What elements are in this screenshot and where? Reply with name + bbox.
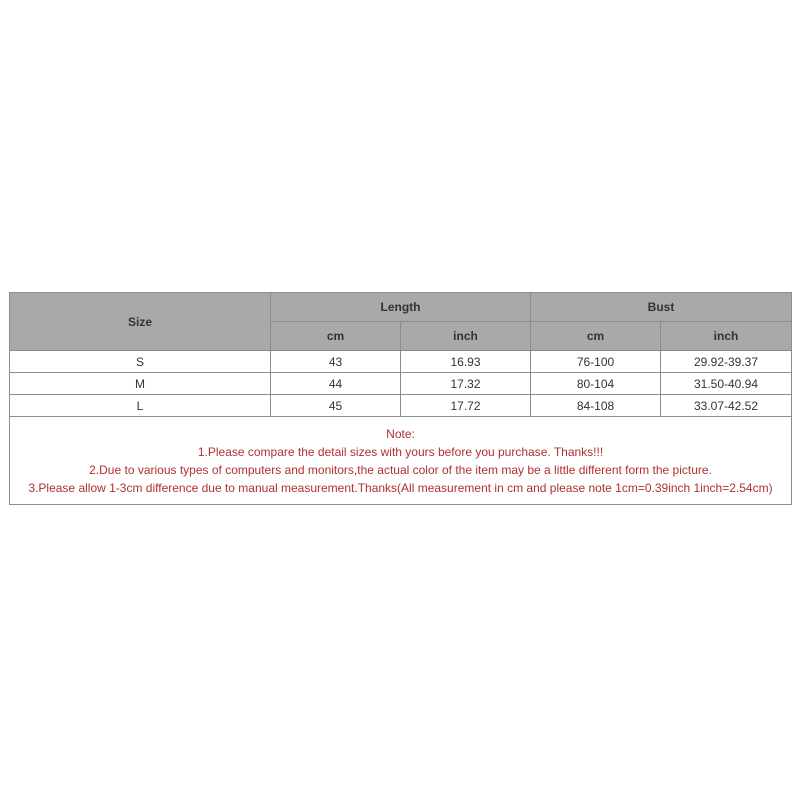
header-bust: Bust — [531, 293, 792, 322]
cell-size: M — [10, 373, 271, 395]
note-line-2: 2.Due to various types of computers and monitors,the actual color of the item may be a little different form the picture. — [89, 462, 712, 477]
header-length: Length — [271, 293, 531, 322]
cell-bust-cm: 80-104 — [531, 373, 661, 395]
header-size: Size — [10, 293, 271, 351]
cell-length-cm: 44 — [271, 373, 401, 395]
table-row — [10, 373, 792, 395]
cell-bust-inch: 29.92-39.37 — [661, 351, 792, 373]
notes-cell — [10, 417, 792, 505]
cell-size: S — [10, 351, 271, 373]
cell-bust-inch: 33.07-42.52 — [661, 395, 792, 417]
cell-size: L — [10, 395, 271, 417]
notes-row — [10, 417, 792, 505]
note-line-3: 3.Please allow 1-3cm difference due to manual measurement.Thanks(All measurement in cm and please note 1cm=0.39inch 1inch=2.54cm) — [28, 480, 773, 495]
cell-length-cm: 43 — [271, 351, 401, 373]
cell-length-cm: 45 — [271, 395, 401, 417]
cell-bust-cm: 84-108 — [531, 395, 661, 417]
header-length-inch: inch — [401, 322, 531, 351]
table-row — [10, 351, 792, 373]
cell-length-inch: 17.72 — [401, 395, 531, 417]
cell-bust-cm: 76-100 — [531, 351, 661, 373]
size-chart-header — [10, 293, 792, 351]
header-bust-inch: inch — [661, 322, 792, 351]
cell-length-inch: 17.32 — [401, 373, 531, 395]
notes-title: Note: — [386, 426, 415, 441]
table-row — [10, 395, 792, 417]
size-chart-table — [9, 292, 792, 505]
size-chart-body — [10, 351, 792, 505]
cell-length-inch: 16.93 — [401, 351, 531, 373]
note-line-1: 1.Please compare the detail sizes with yours before you purchase. Thanks!!! — [197, 444, 604, 459]
header-bust-cm: cm — [531, 322, 661, 351]
cell-bust-inch: 31.50-40.94 — [661, 373, 792, 395]
header-length-cm: cm — [271, 322, 401, 351]
